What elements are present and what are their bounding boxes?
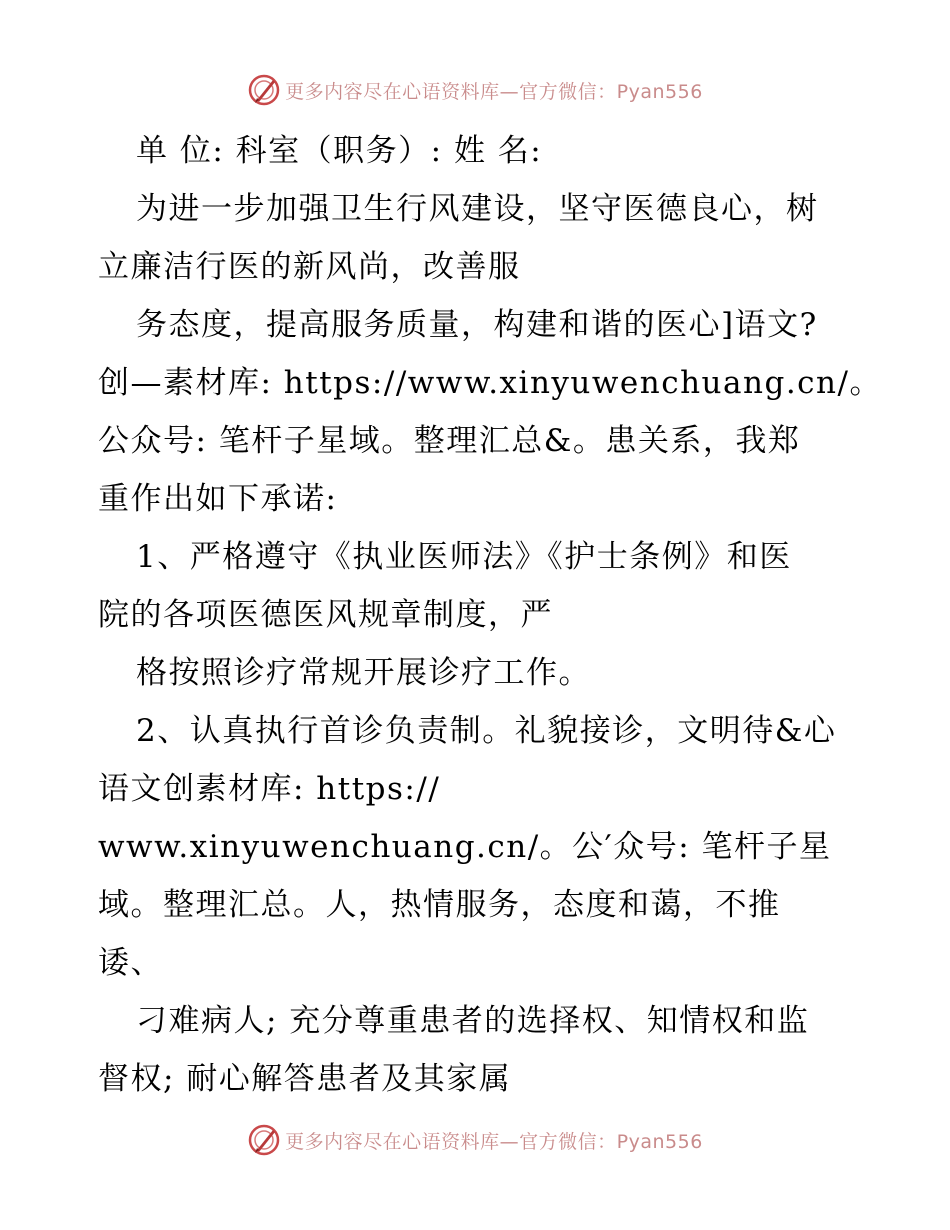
paragraph-line: 立廉洁行医的新风尚，改善服 xyxy=(98,249,521,285)
paragraph-line: 重作出如下承诺: xyxy=(98,481,338,517)
paragraph-line: 2、认真执行首诊负责制。礼貌接诊，文明待&心 xyxy=(136,713,837,749)
paragraph-line: 格按照诊疗常规开展诊疗工作。 xyxy=(136,655,591,691)
paragraph-line: www.xinyuwenchuang.cn/。公′众号: 笔杆子星 xyxy=(98,829,832,865)
paragraph-line: 诿、 xyxy=(98,945,163,981)
banner-text: 更多内容尽在心语资料库—官方微信：Pyan556 xyxy=(285,80,703,103)
paragraph-line: 公众号: 笔杆子星域。整理汇总&。患关系，我郑 xyxy=(98,423,801,459)
paragraph-line: 1、严格遵守《执业医师法》《护士条例》和医 xyxy=(136,539,792,575)
banner-text: 更多内容尽在心语资料库—官方微信：Pyan556 xyxy=(285,1130,703,1153)
header-watermark-banner xyxy=(0,70,950,110)
paragraph-line: 院的各项医德医风规章制度，严 xyxy=(98,597,553,633)
form-fields-line: 单 位: 科室（职务）: 姓 名: xyxy=(136,133,543,169)
brand-logo-icon xyxy=(247,73,281,107)
paragraph-line: 务态度，提高服务质量，构建和谐的医心]语文? xyxy=(136,307,818,343)
paragraph-line: 为进一步加强卫生行风建设，坚守医德良心，树 xyxy=(136,191,819,227)
paragraph-line: 刁难病人; 充分尊重患者的选择权、知情权和监 xyxy=(136,1003,810,1039)
paragraph-line: 督权; 耐心解答患者及其家属 xyxy=(98,1061,512,1097)
paragraph-line: 语文创素材库: https:// xyxy=(98,771,441,807)
footer-watermark-banner xyxy=(0,1120,950,1160)
paragraph-line: 域。整理汇总。人，热情服务，态度和蔼，不推 xyxy=(98,887,781,923)
brand-logo-icon xyxy=(247,1123,281,1157)
paragraph-line: 创—素材库: https://www.xinyuwenchuang.cn/。 xyxy=(98,365,882,401)
